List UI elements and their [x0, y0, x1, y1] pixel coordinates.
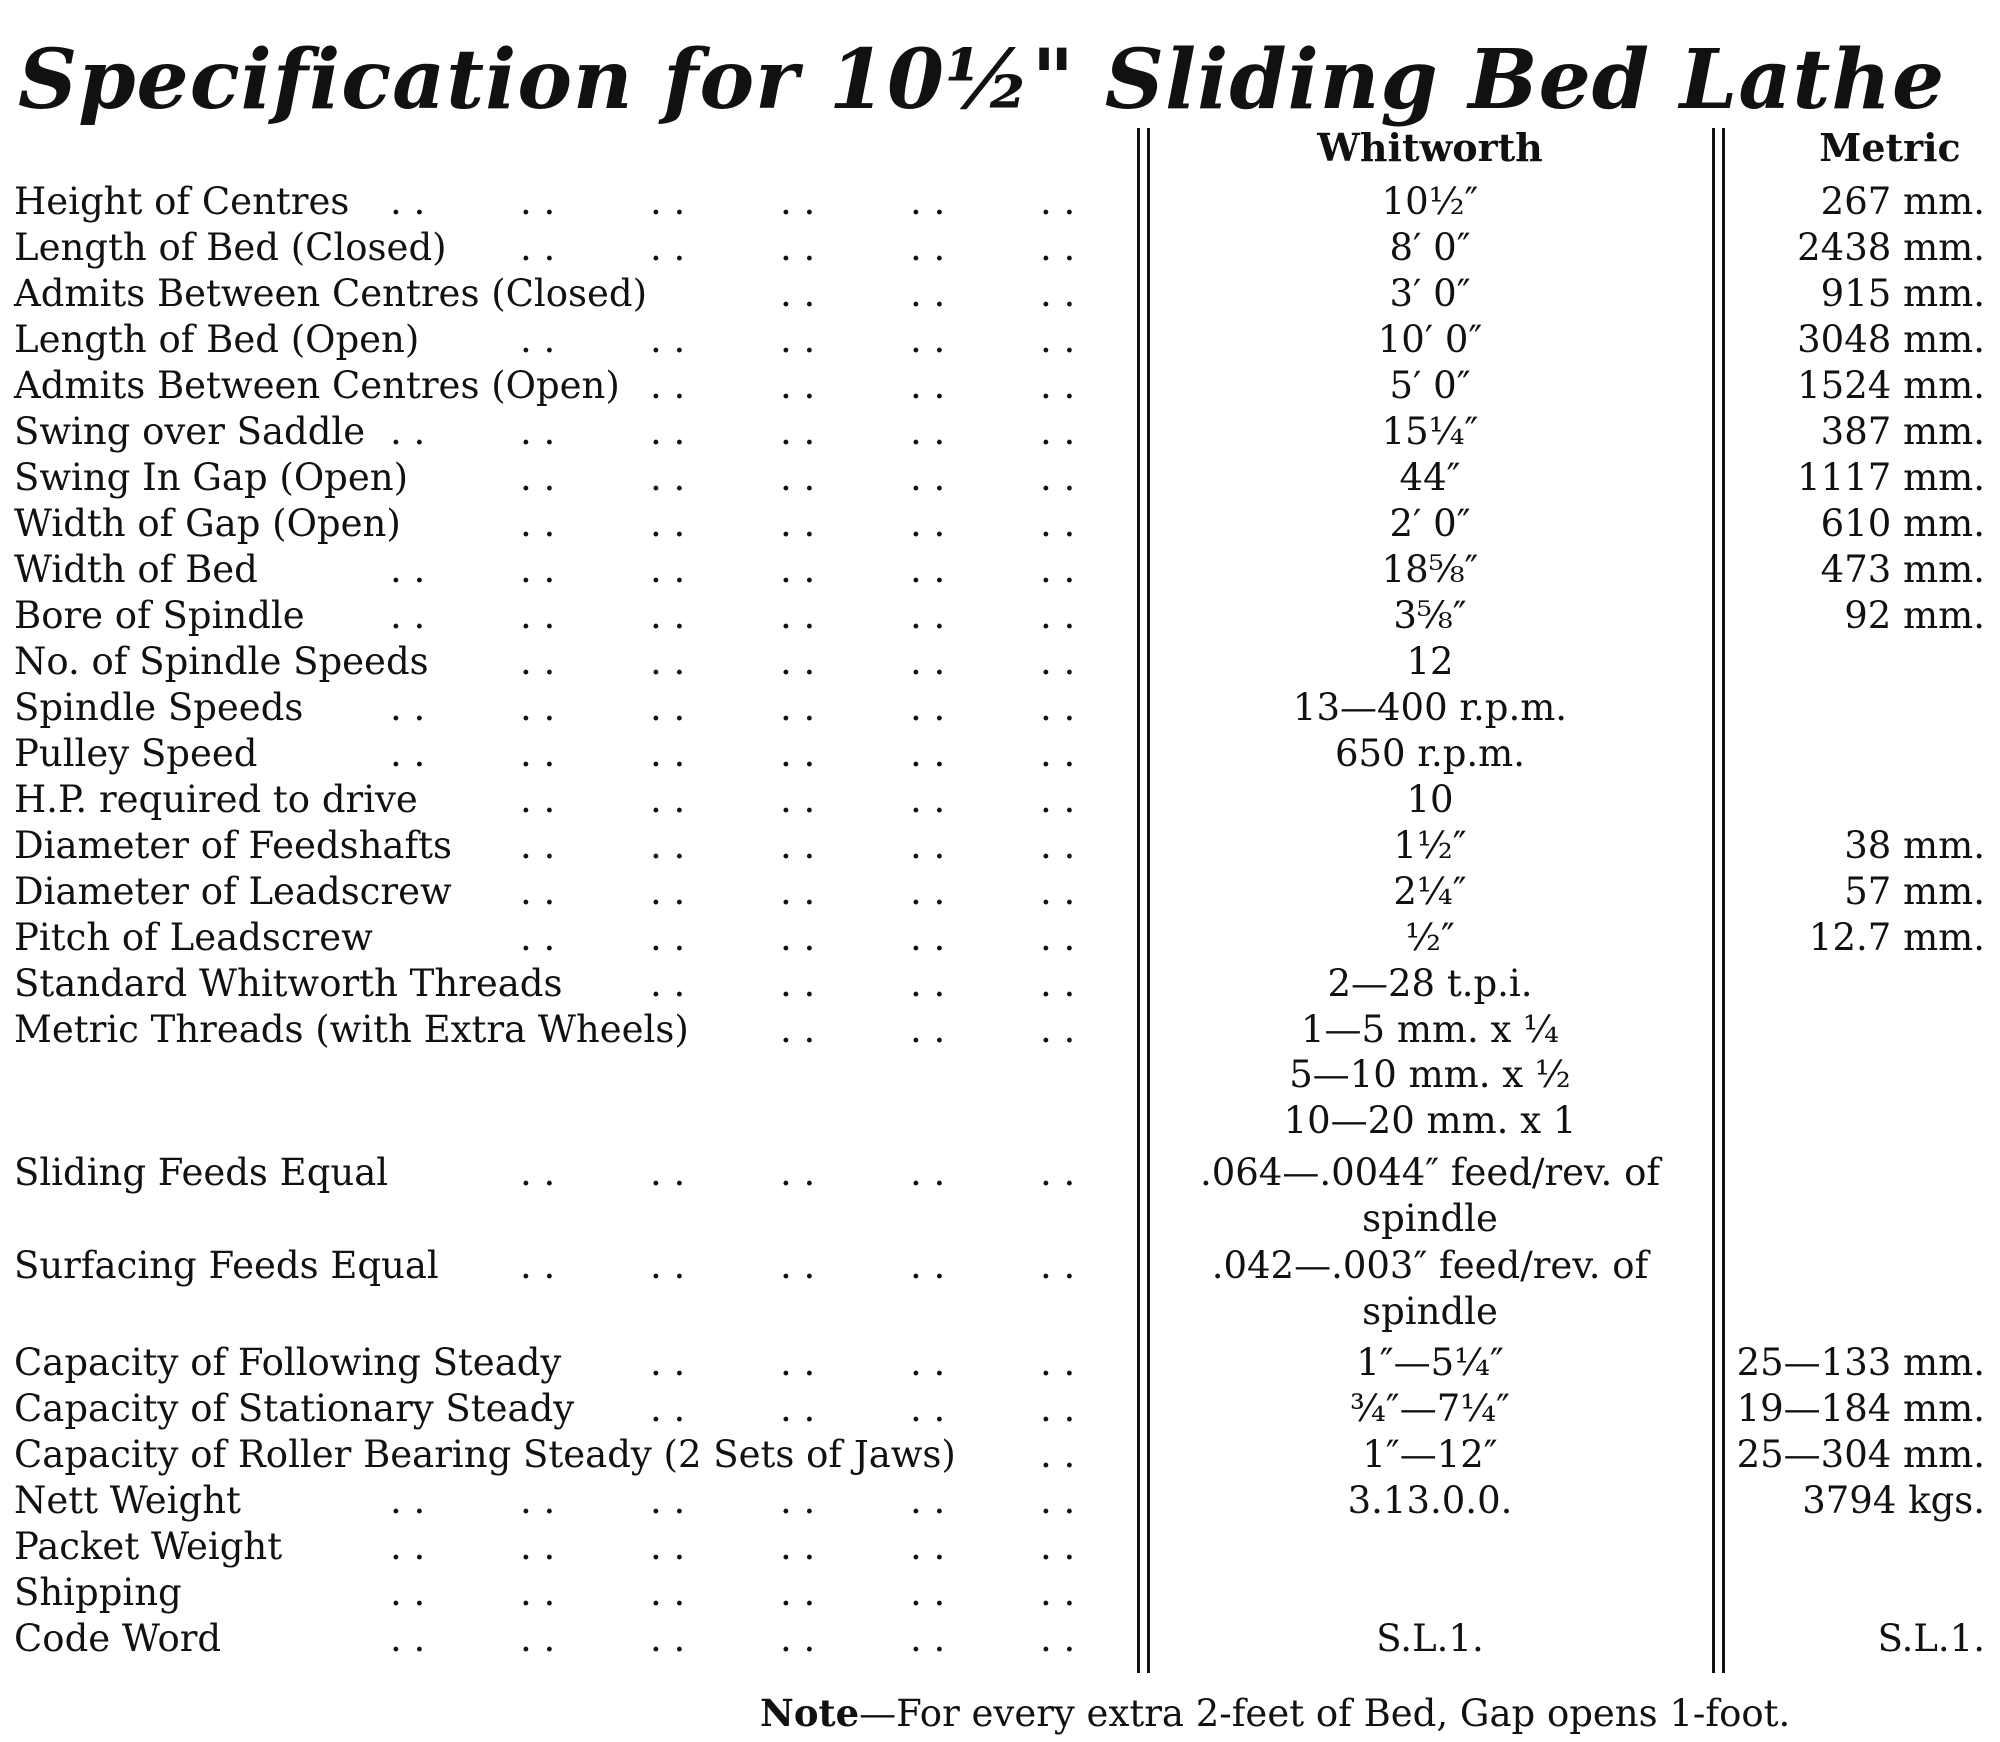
spec-label: Standard Whitworth Threads [14, 962, 563, 1005]
whitworth-value: .042—.003″ feed/rev. of [1211, 1244, 1649, 1287]
spec-label: Height of Centres [14, 180, 350, 223]
whitworth-value: 1½″ [1393, 824, 1467, 867]
note-prefix: Note [760, 1691, 860, 1735]
dot-leader: . . . . . . . . . . [520, 1151, 1076, 1194]
whitworth-value: 3.13.0.0. [1347, 1479, 1513, 1522]
spec-label: Sliding Feeds Equal [14, 1151, 389, 1194]
whitworth-value: 13—400 r.p.m. [1292, 686, 1568, 729]
whitworth-value: ¾″—7¼″ [1350, 1387, 1510, 1430]
metric-value: 387 mm. [1820, 410, 1985, 453]
metric-value: 25—304 mm. [1736, 1433, 1985, 1476]
spec-label: Diameter of Leadscrew [14, 870, 452, 913]
dot-leader: . . . . . . . . . . . . [390, 1617, 1076, 1660]
whitworth-value: 18⅝″ [1381, 548, 1479, 591]
whitworth-value: 10—20 mm. x 1 [1283, 1099, 1577, 1142]
whitworth-value: 5′ 0″ [1389, 364, 1471, 407]
metric-value: 92 mm. [1844, 594, 1985, 637]
dot-leader: . . . . . . [780, 272, 1076, 315]
spec-label: Spindle Speeds [14, 686, 304, 729]
spec-label: Width of Bed [14, 548, 258, 591]
spec-label: H.P. required to drive [14, 778, 418, 821]
whitworth-value: 650 r.p.m. [1334, 732, 1526, 775]
spec-label: Nett Weight [14, 1479, 241, 1522]
metric-value: 25—133 mm. [1736, 1341, 1985, 1384]
dot-leader: . . . . . . . . [650, 1387, 1076, 1430]
whitworth-value: 2—28 t.p.i. [1327, 962, 1533, 1005]
metric-value: 1117 mm. [1797, 456, 1985, 499]
whitworth-value: .064—.0044″ feed/rev. of [1199, 1151, 1661, 1194]
column-divider [1137, 128, 1140, 1673]
whitworth-value: S.L.1. [1376, 1617, 1484, 1660]
whitworth-value: spindle [1362, 1290, 1498, 1333]
spec-label: Swing In Gap (Open) [14, 456, 409, 499]
spec-label: No. of Spindle Speeds [14, 640, 429, 683]
spec-label: Width of Gap (Open) [14, 502, 401, 545]
metric-value: 1524 mm. [1797, 364, 1985, 407]
dot-leader: . . . . . . . . . . . . [390, 180, 1076, 223]
dot-leader: . . . . . . . . . . [520, 318, 1076, 361]
spec-label: Admits Between Centres (Closed) [14, 272, 648, 315]
dot-leader: . . . . . . . . . . . . [390, 594, 1076, 637]
dot-leader: . . . . . . . . . . . . [390, 1479, 1076, 1522]
spec-label: Pulley Speed [14, 732, 258, 775]
spec-label: Shipping [14, 1571, 182, 1614]
spec-label: Capacity of Stationary Steady [14, 1387, 575, 1430]
dot-leader: . . . . . . . . [650, 962, 1076, 1005]
dot-leader: . . . . . . . . . . [520, 226, 1076, 269]
spec-label: Length of Bed (Closed) [14, 226, 447, 269]
metric-value: 610 mm. [1820, 502, 1985, 545]
dot-leader: . . . . . . . . . . . . [390, 1525, 1076, 1568]
metric-value: 2438 mm. [1797, 226, 1985, 269]
dot-leader: . . . . . . . . . . [520, 870, 1076, 913]
dot-leader: . . . . . . . . . . [520, 640, 1076, 683]
dot-leader: . . . . . . . . . . [520, 824, 1076, 867]
spec-label: Bore of Spindle [14, 594, 305, 637]
metric-value: 12.7 mm. [1808, 916, 1985, 959]
spec-label: Capacity of Following Steady [14, 1341, 562, 1384]
metric-value: 473 mm. [1820, 548, 1985, 591]
dot-leader: . . . . . . . . . . . . [390, 1571, 1076, 1614]
dot-leader: . . . . . . . . [650, 1341, 1076, 1384]
spec-label: Diameter of Feedshafts [14, 824, 453, 867]
spec-label: Packet Weight [14, 1525, 283, 1568]
whitworth-value: 2′ 0″ [1389, 502, 1471, 545]
whitworth-value: 12 [1406, 640, 1454, 683]
dot-leader: . . . . . . . . . . [520, 456, 1076, 499]
dot-leader: . . . . . . . . . . [520, 778, 1076, 821]
spec-label: Swing over Saddle [14, 410, 366, 453]
column-divider [1722, 128, 1725, 1673]
spec-label: Metric Threads (with Extra Wheels) [14, 1008, 689, 1051]
metric-value: 38 mm. [1844, 824, 1985, 867]
metric-value: S.L.1. [1877, 1617, 1985, 1660]
whitworth-value: 10½″ [1381, 180, 1479, 223]
spec-label: Surfacing Feeds Equal [14, 1244, 439, 1287]
whitworth-value: 44″ [1399, 456, 1461, 499]
spec-label: Code Word [14, 1617, 222, 1660]
whitworth-value: 15¼″ [1381, 410, 1479, 453]
spec-label: Pitch of Leadscrew [14, 916, 373, 959]
spec-label: Capacity of Roller Bearing Steady (2 Sets of Jaws) [14, 1433, 956, 1476]
dot-leader: . . . . . . . . . . [520, 916, 1076, 959]
whitworth-column-header: Whitworth [1317, 125, 1543, 170]
metric-value: 267 mm. [1820, 180, 1985, 223]
whitworth-value: 2¼″ [1393, 870, 1467, 913]
whitworth-value: 3′ 0″ [1389, 272, 1471, 315]
dot-leader: . . . . . . [780, 1008, 1076, 1051]
whitworth-value: 1″—5¼″ [1356, 1341, 1504, 1384]
dot-leader: . . . . . . . . . . . . [390, 732, 1076, 775]
whitworth-value: 10′ 0″ [1377, 318, 1483, 361]
metric-value: 3794 kgs. [1802, 1479, 1985, 1522]
whitworth-value: 1—5 mm. x ¼ [1300, 1008, 1560, 1051]
whitworth-value: 10 [1406, 778, 1454, 821]
metric-column-header: Metric [1819, 125, 1961, 170]
document-title: Specification for 10½" Sliding Bed Lathe [18, 32, 1946, 128]
metric-value: 57 mm. [1844, 870, 1985, 913]
footnote [760, 1690, 1790, 1737]
metric-value: 915 mm. [1820, 272, 1985, 315]
whitworth-value: ½″ [1405, 916, 1455, 959]
spec-label: Length of Bed (Open) [14, 318, 420, 361]
whitworth-value: 8′ 0″ [1389, 226, 1471, 269]
dot-leader: . . . . . . . . . . . . [390, 686, 1076, 729]
dot-leader: . . . . . . . . . . [520, 502, 1076, 545]
note-text: —For every extra 2-feet of Bed, Gap opens 1-foot. [859, 1692, 1791, 1735]
whitworth-value: 3⅝″ [1393, 594, 1467, 637]
dot-leader: . . . . . . . . . . . . [390, 410, 1076, 453]
spec-label: Admits Between Centres (Open) [14, 364, 620, 407]
metric-value: 3048 mm. [1797, 318, 1985, 361]
metric-value: 19—184 mm. [1736, 1387, 1985, 1430]
dot-leader: . . . . . . . . . . [520, 1244, 1076, 1287]
whitworth-value: 5—10 mm. x ½ [1289, 1053, 1571, 1096]
column-divider [1712, 128, 1715, 1673]
whitworth-value: 1″—12″ [1362, 1433, 1498, 1476]
whitworth-value: spindle [1362, 1197, 1498, 1240]
dot-leader: . . . . . . . . . . . . [390, 548, 1076, 591]
dot-leader: . . . . . . . . [650, 364, 1076, 407]
dot-leader: . . [1040, 1433, 1076, 1476]
